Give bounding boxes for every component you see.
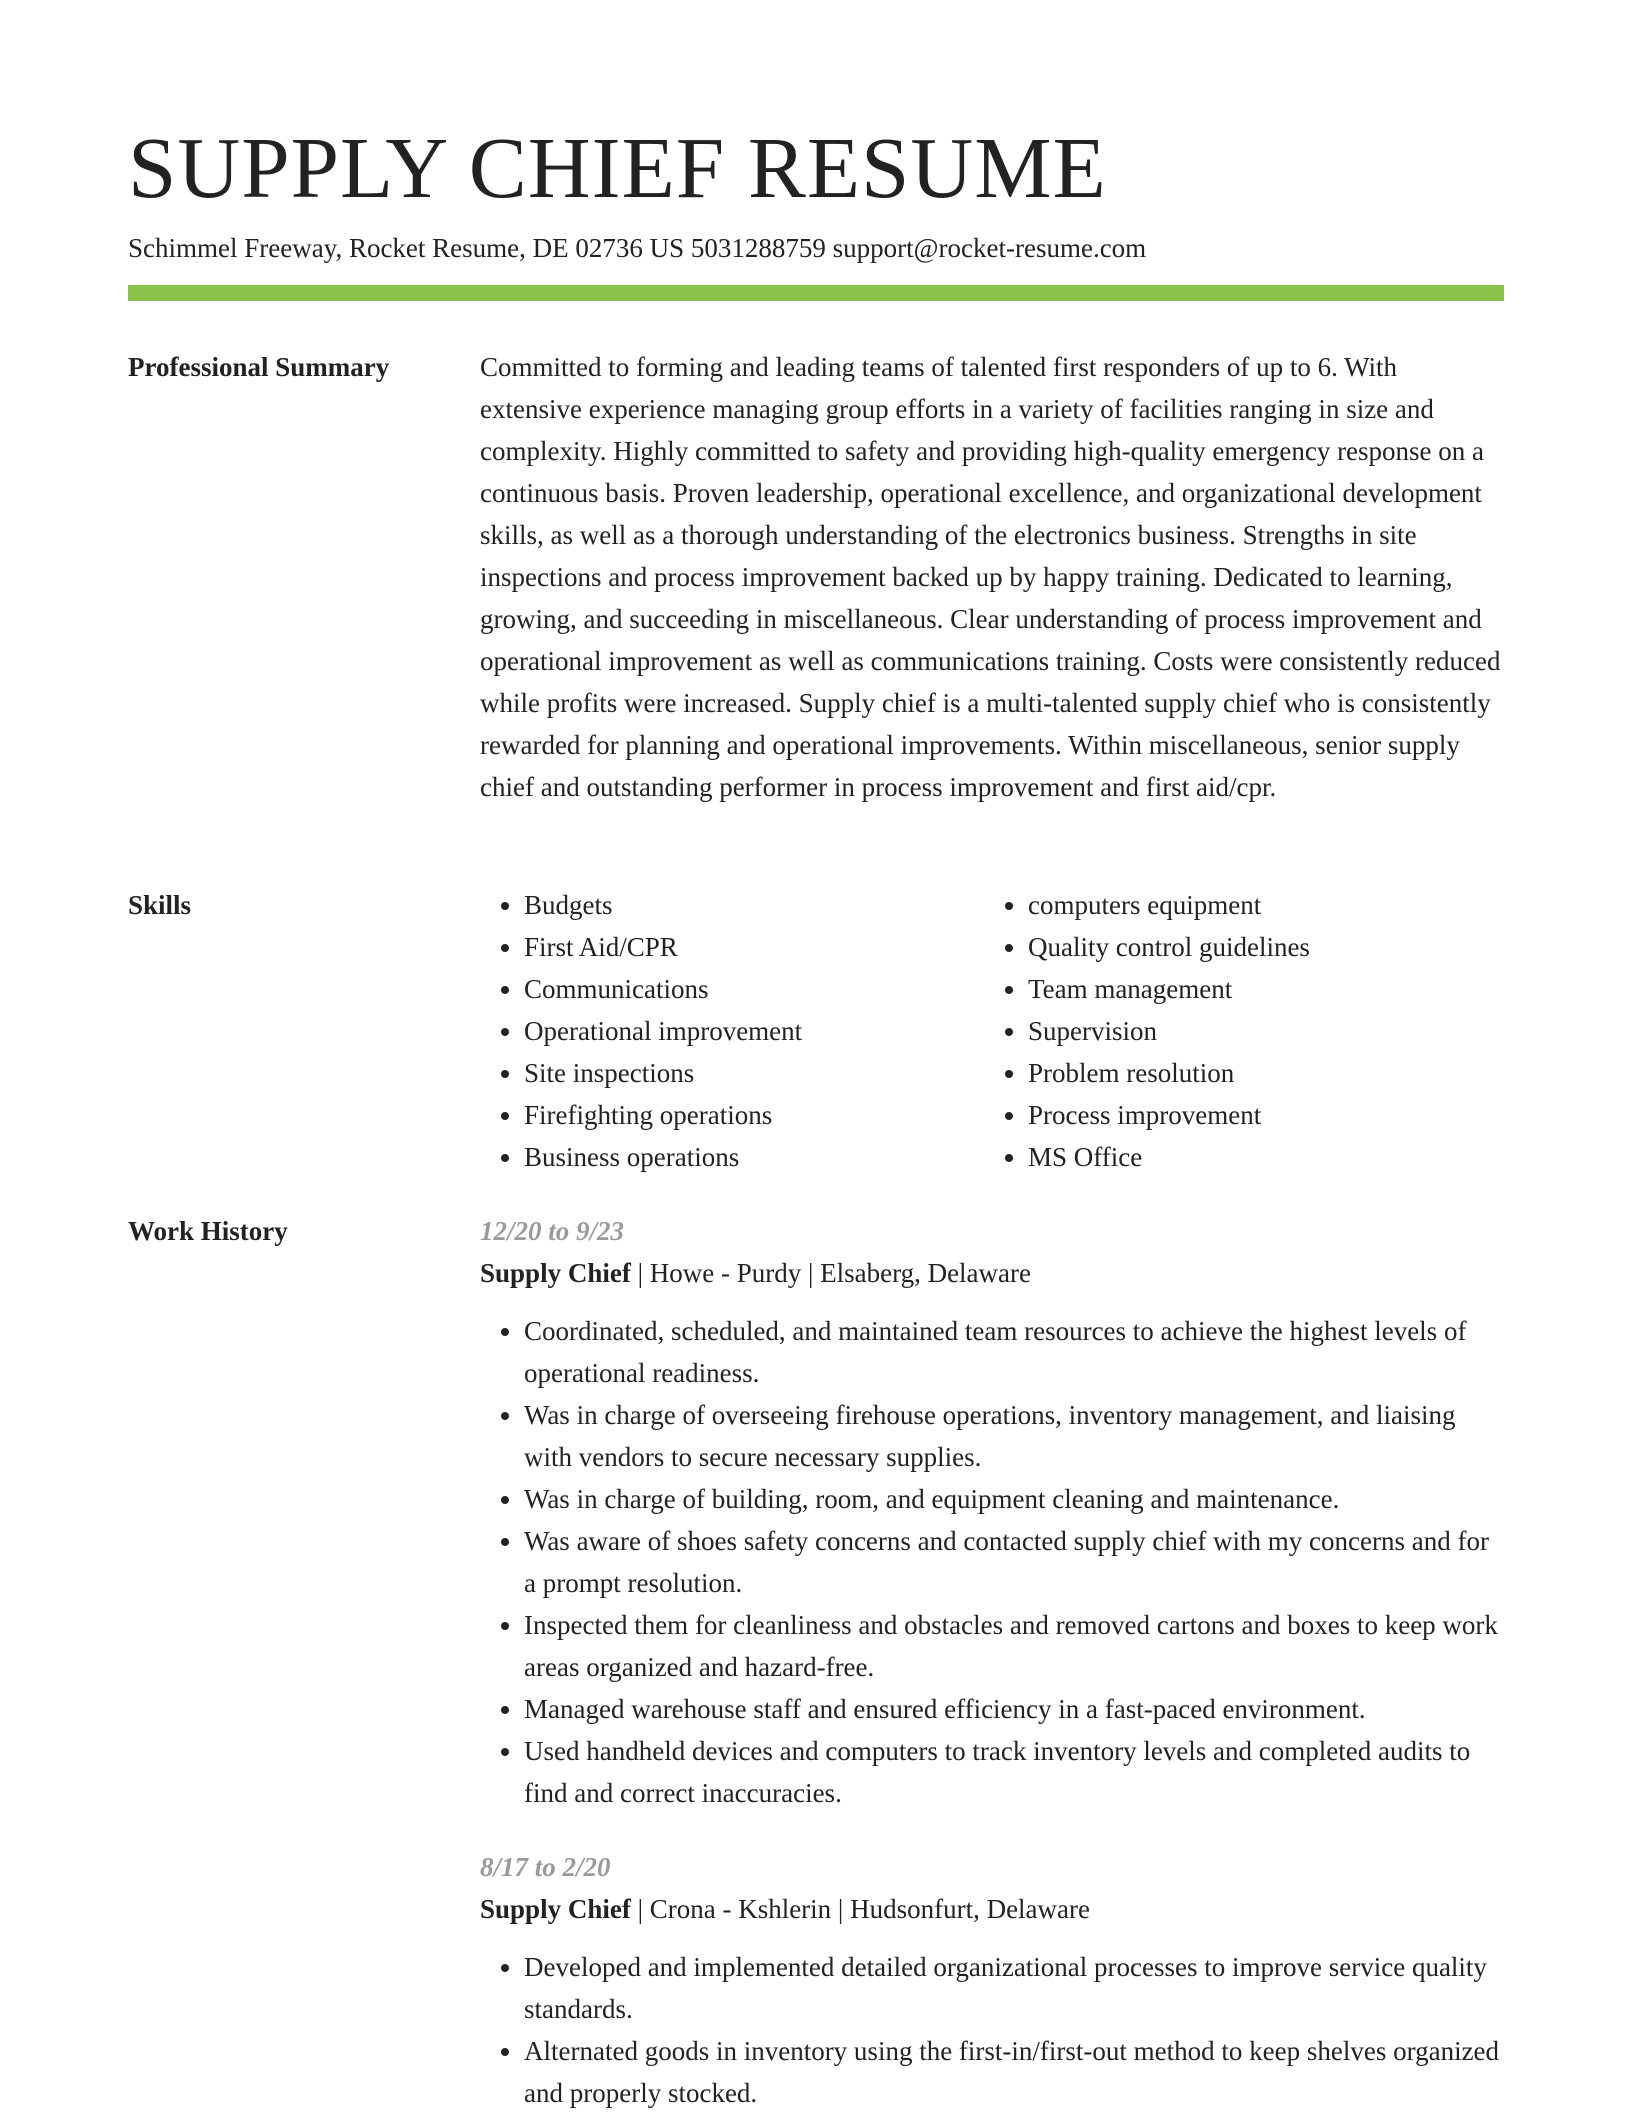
job-dates: 12/20 to 9/23 [480,1216,625,1246]
job-bullet: • Was aware of shoes safety concerns and contacted supply chief with my concerns and for a prompt resolution. [524,1520,1504,1604]
skill-item: • MS Office [1028,1136,1488,1178]
job-bullet: • Developed and implemented detailed organizational processes to improve service quality standards. [524,1946,1504,2030]
job-entry [480,1210,1504,1814]
job-dates: 8/17 to 2/20 [480,1852,611,1882]
resume-title: SUPPLY CHIEF RESUME [128,119,1107,216]
summary-text: Committed to forming and leading teams of talented first responders of up to 6. With extensive experience managing group efforts in a variety of facilities ranging in size and complexity. Highly committed to safety and providing high-quality emergency response on a continuous basis. Proven leadership, operational excellence, and organizational development skills, as well as a thorough understanding of the electronics business. Strengths in site inspections and process improvement backed up by happy training. Dedicated to learning, growing, and succeeding in miscellaneous. Clear understanding of process improvement and operational improvement as well as communications training. Costs were consistently reduced while profits were increased. Supply chief is a multi-talented supply chief who is consistently rewarded for planning and operational improvements. Within miscellaneous, senior supply chief and outstanding performer in process improvement and first aid/cpr. [480,352,1501,802]
skill-item: • Budgets [524,884,984,926]
job-title: Supply Chief [480,1894,631,1924]
skills-label: Skills [128,890,192,920]
skill-item: • First Aid/CPR [524,926,984,968]
job-employer-location: | Howe - Purdy | Elsaberg, Delaware [630,1258,1032,1288]
accent-rule [128,285,1504,301]
skill-item: • Problem resolution [1028,1052,1488,1094]
job-bullet: • Alternated goods in inventory using the first-in/first-out method to keep shelves organized and properly stocked. [524,2030,1504,2114]
skills-list-left [480,884,984,1178]
skill-item: • computers equipment [1028,884,1488,926]
summary-body [480,346,1504,808]
skill-item: • Supervision [1028,1010,1488,1052]
skill-item: • Process improvement [1028,1094,1488,1136]
skills-columns [480,884,1504,1178]
skill-item: • Business operations [524,1136,984,1178]
job-employer-location: | Crona - Kshlerin | Hudsonfurt, Delaware [630,1894,1090,1924]
job-title: Supply Chief [480,1258,631,1288]
job-title-line [480,1888,1504,1930]
job-title-line [480,1252,1504,1294]
skill-item: • Operational improvement [524,1010,984,1052]
skills-body [480,884,1504,1178]
skill-item: • Team management [1028,968,1488,1010]
skill-item: • Firefighting operations [524,1094,984,1136]
skill-item: • Site inspections [524,1052,984,1094]
job-bullet: • Coordinated, scheduled, and maintained team resources to achieve the highest levels of operational readiness. [524,1310,1504,1394]
job-bullet: • Managed warehouse staff and ensured efficiency in a fast-paced environment. [524,1688,1504,1730]
contact-line: Schimmel Freeway, Rocket Resume, DE 02736 US 5031288759 support@rocket-resume.com [128,233,1147,263]
job-bullets [480,1310,1504,1814]
job-bullet: • Used handheld devices and computers to track inventory levels and completed audits to find and correct inaccuracies. [524,1730,1504,1814]
skills-list-right [984,884,1488,1178]
skill-item: • Quality control guidelines [1028,926,1488,968]
skill-item: • Communications [524,968,984,1010]
job-bullet: • Was in charge of building, room, and equipment cleaning and maintenance. [524,1478,1504,1520]
work-history-label: Work History [128,1216,288,1246]
job-entry [480,1846,1504,2114]
job-bullet: • Was in charge of overseeing firehouse operations, inventory management, and liaising with vendors to secure necessary supplies. [524,1394,1504,1478]
job-bullet: • Inspected them for cleanliness and obstacles and removed cartons and boxes to keep work areas organized and hazard-free. [524,1604,1504,1688]
job-bullets [480,1946,1504,2114]
summary-label: Professional Summary [128,352,390,382]
